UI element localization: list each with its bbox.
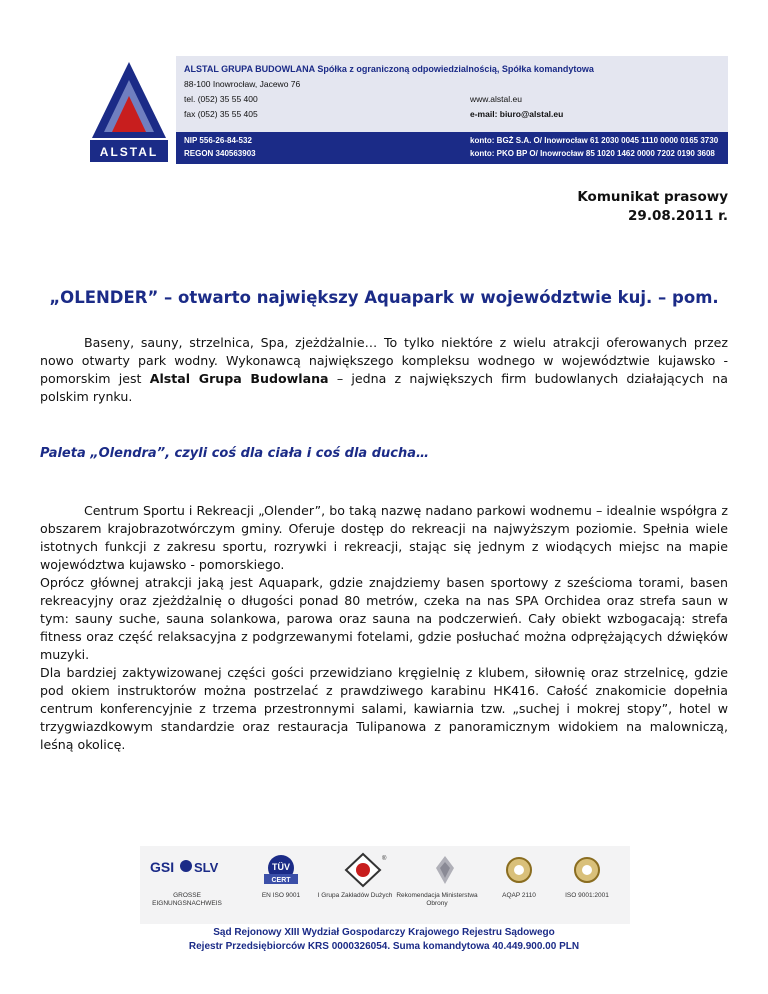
svg-text:TÜV: TÜV bbox=[272, 862, 290, 872]
registry-footer bbox=[40, 926, 728, 954]
intro-company-bold: Alstal Grupa Budowlana bbox=[149, 371, 329, 387]
body-paragraph-3: Dla bardziej zaktywizowanej części gości przewidziano kręgielnię z klubem, siłownię oraz strzelnicę, gdzie pod okiem instruktorów można postrzelać z prawdziwego karabinu HK416. Całość znakomicie dopełnia centrum konferencyjnie z trzema przestronnymi salami, kawiarnia tzw. „suchej i mokrej stopy”, hotel w trzygwiazdkowym standardzie oraz restauracja Tulipanowa z panoramicznym widokiem na malowniczą, leśną okolicę. bbox=[40, 665, 728, 753]
intro-paragraph bbox=[40, 334, 728, 406]
gsi-slv-logo bbox=[144, 852, 230, 885]
alstal-logo bbox=[88, 56, 170, 164]
tuv-cert-logo bbox=[238, 852, 324, 891]
letterhead bbox=[88, 56, 728, 164]
letterhead-bank bbox=[176, 132, 728, 164]
company-name-bold: ALSTAL GRUPA BUDOWLANA bbox=[184, 64, 315, 74]
press-date: 29.08.2011 r. bbox=[628, 208, 728, 224]
company-nip: NIP 556-26-84-532 bbox=[184, 136, 252, 145]
intro-text-1: Baseny, sauny, strzelnica, Spa, zjeżdżalnie… To tylko niektóre z wielu atrakcji oferowanych przez nowo otwarty park wodny. Wykonawcą największego kompleksu wodnego w województwie kujawsko - pomorskim jest bbox=[40, 335, 728, 387]
bank-account-1: konto: BGŻ S.A. O/ Inowrocław 61 2030 0045 1110 0000 0165 3730 bbox=[470, 136, 719, 145]
cert-caption-6: ISO 9001:2001 bbox=[565, 892, 609, 899]
body-text-1: Centrum Sportu i Rekreacji „Olender”, bo taką nazwę nadano parkowi wodnemu – idealnie współgra z obszarem krajobrazotwórczym gminy. Oferuje dostęp do rekreacji na najwyższym poziomie. Spełnia wiele istotnych funkcji z zakresu sportu, rozrywki i rekreacji, stając się jednym z wiodących miejsc na mapie województwa kujawsko - pomorskiego. bbox=[40, 503, 728, 573]
cert-caption-4: Rekomendacja Ministerstwa Obrony bbox=[396, 892, 478, 907]
section-subtitle: Paleta „Olendra”, czyli coś dla ciała i coś dla ducha… bbox=[40, 446, 430, 461]
cert-caption-3: I Grupa Zakładów Dużych bbox=[317, 892, 393, 899]
company-regon: REGON 340563903 bbox=[184, 149, 256, 158]
company-name-rest: Spółka z ograniczoną odpowiedzialnością, Spółka komandytowa bbox=[314, 64, 594, 74]
svg-text:GSI: GSI bbox=[150, 859, 175, 875]
cert-caption-1: GROSSE EIGNUNGSNACHWEIS bbox=[152, 892, 222, 907]
document-title: „OLENDER” – otwarto największy Aquapark w województwie kuj. – pom. bbox=[49, 288, 719, 307]
company-fax: fax (052) 35 55 405 bbox=[184, 109, 258, 119]
cert-caption-5: AQAP 2110 bbox=[502, 892, 536, 899]
iso-emblem bbox=[544, 852, 630, 891]
company-www[interactable]: www.alstal.eu bbox=[470, 94, 522, 104]
company-tel: tel. (052) 35 55 400 bbox=[184, 94, 258, 104]
cert-caption-2: EN ISO 9001 bbox=[261, 892, 301, 899]
company-email[interactable]: e-mail: biuro@alstal.eu bbox=[470, 109, 564, 119]
body-paragraph-2: Oprócz głównej atrakcji jaką jest Aquapark, gdzie znajdziemy basen sportowy z sześcioma torami, basen rekreacyjny oraz zjeżdżalnię o długości ponad 80 metrów, czeka na nas SPA Orchidea oraz strefa saun w tym: sauny suche, sauna solankowa, parowa oraz sauna na podczerwień. Cały obiekt wzbogacają: strefa fitness oraz część relaksacyjna z podgrzewanymi fotelami, gdzie posłuchać można odprężających dźwięków muzyki. bbox=[40, 575, 728, 663]
bank-account-2: konto: PKO BP O/ Inowrocław 85 1020 1462 0000 7202 0190 3608 bbox=[470, 149, 715, 158]
intro-text-2: – jedna z największych firm budowlanych działających na polskim rynku. bbox=[40, 371, 728, 405]
letterhead-contact bbox=[176, 56, 728, 132]
svg-text:SLV: SLV bbox=[194, 860, 219, 875]
registry-line-2: Rejestr Przedsiębiorców KRS 0000326054. Suma komandytowa 40.449.900.00 PLN bbox=[188, 941, 580, 952]
svg-text:CERT: CERT bbox=[271, 877, 291, 884]
logo-text: ALSTAL bbox=[99, 145, 159, 159]
body-paragraph-1 bbox=[40, 502, 728, 574]
company-address: 88-100 Inowrocław, Jacewo 76 bbox=[184, 79, 301, 89]
certification-logos bbox=[140, 846, 630, 924]
svg-text:®: ® bbox=[382, 856, 387, 862]
registry-line-1: Sąd Rejonowy XIII Wydział Gospodarczy Krajowego Rejestru Sądowego bbox=[213, 927, 555, 938]
igzd-logo bbox=[320, 852, 406, 891]
press-label: Komunikat prasowy bbox=[577, 189, 728, 205]
company-name bbox=[184, 64, 594, 74]
press-info bbox=[577, 188, 728, 226]
